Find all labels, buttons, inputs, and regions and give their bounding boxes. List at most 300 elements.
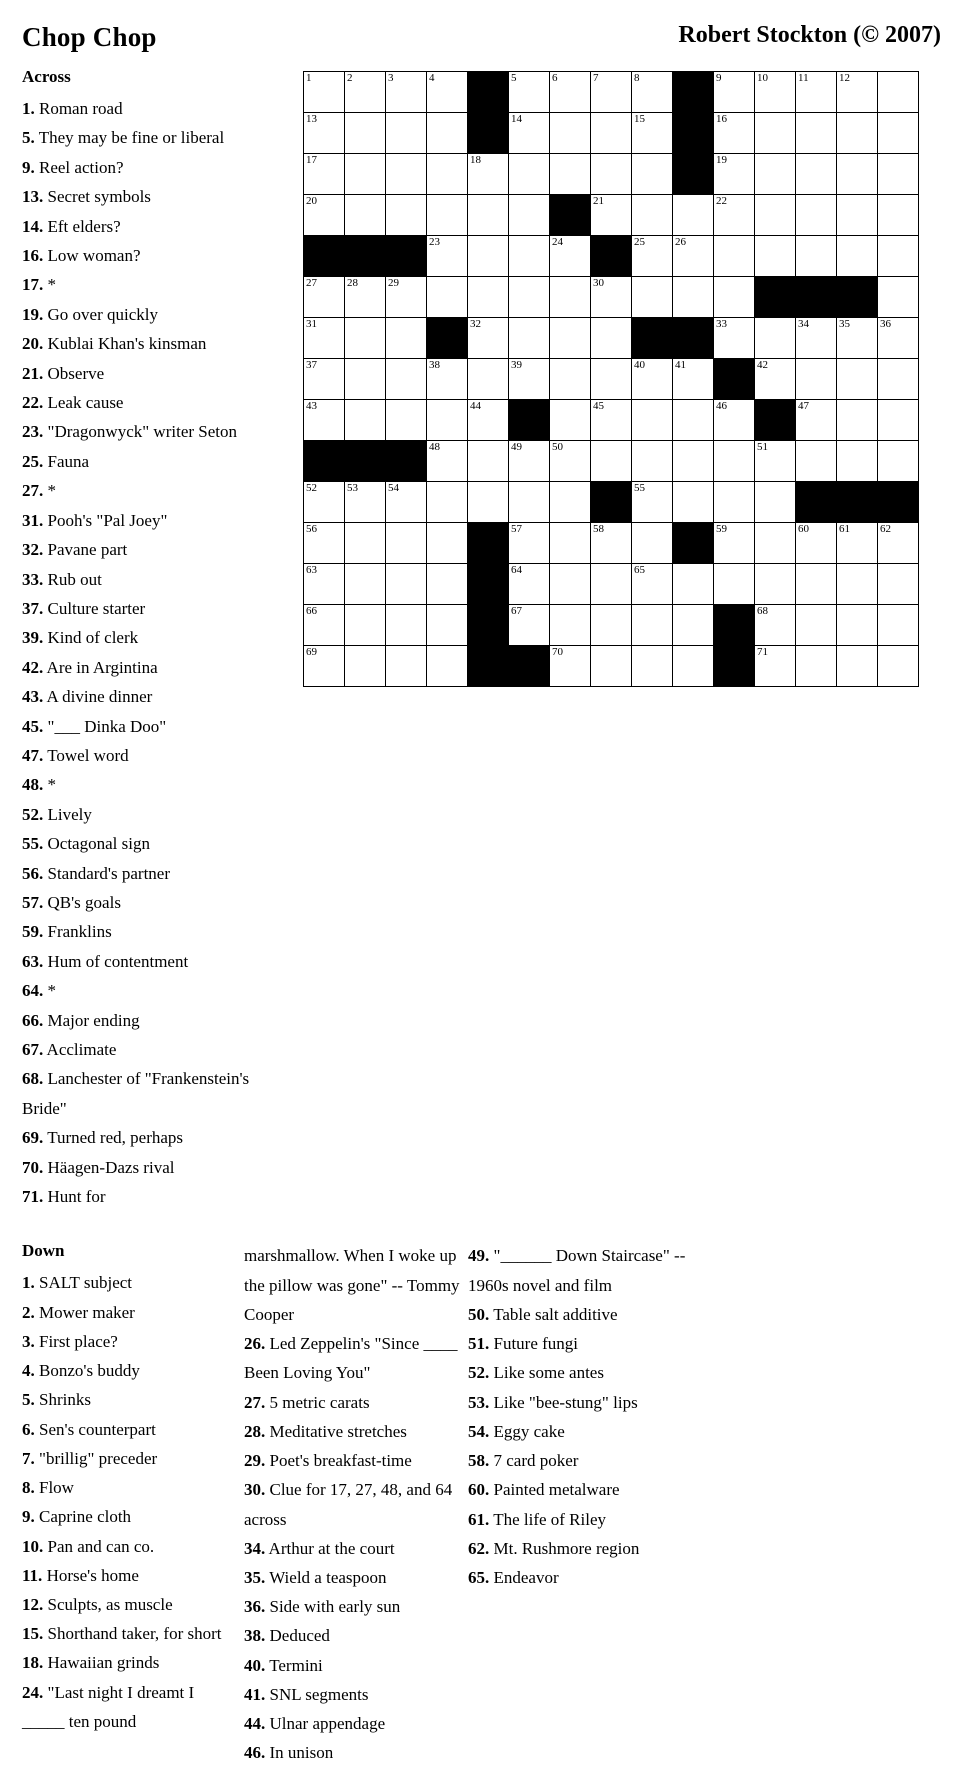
grid-cell[interactable] [304,523,345,564]
grid-cell[interactable] [304,113,345,154]
grid-cell[interactable] [878,523,919,564]
grid-cell[interactable] [550,236,591,277]
grid-row [304,72,919,113]
grid-cell[interactable] [427,400,468,441]
grid-cell-number: 19 [716,154,727,166]
grid-cell[interactable] [427,523,468,564]
grid-cell[interactable] [796,605,837,646]
grid-cell-block [550,195,591,236]
grid-cell[interactable] [632,236,673,277]
grid-cell[interactable] [468,195,509,236]
grid-row [304,195,919,236]
grid-cell[interactable] [796,441,837,482]
grid-cell[interactable] [796,400,837,441]
grid-cell[interactable] [632,482,673,523]
grid-cell[interactable] [427,441,468,482]
grid-cell[interactable] [878,564,919,605]
grid-cell[interactable] [386,523,427,564]
grid-cell[interactable] [714,195,755,236]
grid-cell[interactable] [632,277,673,318]
grid-cell[interactable] [386,113,427,154]
grid-cell-number: 5 [511,72,517,84]
grid-cell[interactable] [468,400,509,441]
grid-cell[interactable] [878,195,919,236]
page-title: Chop Chop [22,22,157,52]
grid-cell[interactable] [386,195,427,236]
clue-number: 35. [244,1568,266,1588]
grid-cell[interactable] [591,564,632,605]
grid-cell[interactable] [304,318,345,359]
grid-cell[interactable] [837,646,878,687]
grid-cell[interactable] [304,72,345,113]
grid-cell[interactable] [837,236,878,277]
grid-cell-block [468,72,509,113]
grid-cell-block [468,646,509,687]
grid-cell-number: 62 [880,523,891,535]
grid-cell[interactable] [714,277,755,318]
clue-item [244,1621,460,1650]
clue-number: 36. [244,1597,266,1617]
grid-cell[interactable] [796,523,837,564]
across-clues-column [0,67,300,1211]
grid-cell[interactable] [714,523,755,564]
grid-cell-number: 21 [593,195,604,207]
grid-cell[interactable] [304,195,345,236]
grid-cell[interactable] [755,646,796,687]
grid-cell-number: 64 [511,564,522,576]
grid-cell[interactable] [755,523,796,564]
grid-cell[interactable] [427,236,468,277]
grid-cell[interactable] [468,236,509,277]
grid-cell[interactable] [632,72,673,113]
clue-text: Poet's breakfast-time [265,1451,412,1471]
clue-number: 42. [22,657,44,677]
grid-cell[interactable] [714,441,755,482]
clue-number: 21. [22,363,44,383]
grid-cell[interactable] [714,482,755,523]
clue-item [22,623,292,652]
grid-cell[interactable] [591,72,632,113]
grid-cell[interactable] [632,359,673,400]
grid-cell[interactable] [632,400,673,441]
clue-number: 61. [468,1509,490,1529]
clue-item [22,329,292,358]
grid-cell-number: 28 [347,277,358,289]
grid-cell[interactable] [673,236,714,277]
grid-cell[interactable] [345,113,386,154]
clue-item [22,212,292,241]
grid-cell[interactable] [427,72,468,113]
grid-cell-number: 55 [634,482,645,494]
grid-cell[interactable] [796,236,837,277]
grid-cell-number: 33 [716,318,727,330]
clue-text: Reel action? [34,157,124,177]
clue-number: 1. [22,99,35,118]
grid-cell[interactable] [673,359,714,400]
grid-cell[interactable] [591,441,632,482]
grid-cell-block [468,523,509,564]
grid-cell[interactable] [468,318,509,359]
grid-cell[interactable] [304,605,345,646]
grid-cell-number: 57 [511,523,522,535]
grid-cell[interactable] [550,564,591,605]
grid-cell-number: 70 [552,646,563,658]
grid-cell[interactable] [714,154,755,195]
grid-cell[interactable] [345,318,386,359]
clue-item [244,1241,460,1329]
clue-number: 53. [468,1392,490,1412]
grid-cell[interactable] [550,72,591,113]
grid-cell[interactable] [550,605,591,646]
grid-cell[interactable] [509,195,550,236]
grid-cell[interactable] [304,277,345,318]
grid-cell[interactable] [755,236,796,277]
grid-cell[interactable] [509,564,550,605]
grid-cell[interactable] [837,523,878,564]
clue-number: 70. [22,1157,44,1177]
grid-cell[interactable] [427,646,468,687]
grid-cell[interactable] [796,113,837,154]
clue-text: "Last night I dreamt I _____ ten pound [22,1682,195,1731]
grid-cell[interactable] [878,400,919,441]
grid-cell[interactable] [304,400,345,441]
clue-number: 38. [244,1626,266,1646]
grid-cell-block [427,318,468,359]
grid-cell[interactable] [427,359,468,400]
grid-cell[interactable] [591,154,632,195]
grid-cell-block [468,113,509,154]
clue-text: Octagonal sign [43,834,150,854]
grid-cell[interactable] [837,605,878,646]
clue-text: SNL segments [265,1684,369,1704]
grid-cell[interactable] [509,482,550,523]
grid-cell-block [386,441,427,482]
grid-cell[interactable] [755,605,796,646]
grid-cell[interactable] [427,154,468,195]
grid-cell[interactable] [796,359,837,400]
grid-cell[interactable] [591,605,632,646]
grid-cell-number: 34 [798,318,809,330]
grid-cell[interactable] [714,318,755,359]
grid-cell-number: 23 [429,236,440,248]
grid-cell[interactable] [755,72,796,113]
grid-cell[interactable] [837,318,878,359]
clue-item [244,1680,460,1709]
grid-cell[interactable] [837,113,878,154]
crossword-grid-wrapper [300,67,919,687]
grid-cell-number: 52 [306,482,317,494]
grid-cell[interactable] [591,523,632,564]
clue-item [244,1709,460,1738]
grid-cell[interactable] [468,482,509,523]
grid-cell[interactable] [345,523,386,564]
grid-row [304,523,919,564]
grid-cell[interactable] [878,318,919,359]
clue-item [468,1505,708,1534]
grid-cell-block [714,646,755,687]
grid-cell[interactable] [550,113,591,154]
grid-cell[interactable] [878,72,919,113]
grid-cell[interactable] [509,236,550,277]
grid-cell[interactable] [427,277,468,318]
grid-cell[interactable] [591,646,632,687]
clue-item [468,1563,708,1592]
grid-cell-block [755,277,796,318]
clue-number: 2. [22,1302,35,1322]
grid-cell[interactable] [550,646,591,687]
grid-cell[interactable] [509,605,550,646]
grid-cell[interactable] [345,154,386,195]
clue-number: 39. [22,628,44,648]
grid-cell-block [345,441,386,482]
grid-cell[interactable] [632,646,673,687]
clue-number: 6. [22,1419,35,1439]
grid-cell-block [714,359,755,400]
grid-cell[interactable] [550,154,591,195]
grid-cell[interactable] [509,154,550,195]
grid-cell[interactable] [591,277,632,318]
grid-cell[interactable] [550,482,591,523]
grid-cell[interactable] [878,113,919,154]
clue-number: 3. [22,1331,35,1351]
grid-cell-number: 29 [388,277,399,289]
grid-cell[interactable] [673,400,714,441]
grid-cell[interactable] [878,646,919,687]
grid-cell[interactable] [509,359,550,400]
grid-cell[interactable] [345,605,386,646]
clue-number: 10. [22,1536,44,1556]
clue-number: 55. [22,834,44,854]
clue-number: 12. [22,1595,44,1615]
grid-cell[interactable] [509,441,550,482]
grid-cell[interactable] [632,113,673,154]
grid-cell-number: 4 [429,72,435,84]
grid-cell[interactable] [796,646,837,687]
clue-number: 32. [22,540,44,560]
grid-cell[interactable] [796,154,837,195]
grid-row [304,482,919,523]
clue-text: Led Zeppelin's "Since ____ Been Loving You" [244,1334,458,1383]
grid-cell[interactable] [386,359,427,400]
grid-cell-block [673,154,714,195]
grid-cell[interactable] [345,482,386,523]
clue-item [22,270,292,299]
grid-cell[interactable] [632,195,673,236]
grid-cell[interactable] [878,154,919,195]
grid-cell[interactable] [796,318,837,359]
grid-cell[interactable] [345,359,386,400]
grid-cell-number: 1 [306,72,312,84]
grid-cell[interactable] [755,318,796,359]
clue-text: Standard's partner [43,863,170,883]
clue-item [22,1678,236,1736]
grid-cell[interactable] [427,482,468,523]
grid-cell[interactable] [345,400,386,441]
grid-cell[interactable] [427,605,468,646]
author-credit: Robert Stockton (© 2007) [678,22,941,48]
grid-cell[interactable] [591,113,632,154]
grid-cell[interactable] [673,195,714,236]
crossword-grid[interactable] [303,71,919,687]
grid-cell[interactable] [837,441,878,482]
grid-cell[interactable] [673,564,714,605]
grid-cell[interactable] [837,72,878,113]
grid-cell[interactable] [755,564,796,605]
grid-cell[interactable] [796,195,837,236]
grid-cell[interactable] [345,646,386,687]
grid-cell[interactable] [591,318,632,359]
clue-text: Ulnar appendage [265,1714,386,1734]
grid-cell[interactable] [550,523,591,564]
grid-cell[interactable] [673,482,714,523]
grid-cell[interactable] [304,646,345,687]
clue-text: They may be fine or liberal [34,128,225,148]
grid-cell[interactable] [509,72,550,113]
grid-cell[interactable] [509,277,550,318]
grid-cell[interactable] [755,113,796,154]
grid-cell[interactable] [591,359,632,400]
clue-text: Acclimate [43,1040,117,1059]
grid-cell[interactable] [755,154,796,195]
grid-cell-block [878,482,919,523]
grid-row [304,277,919,318]
grid-cell[interactable] [550,441,591,482]
grid-cell[interactable] [427,564,468,605]
grid-cell[interactable] [468,154,509,195]
grid-cell[interactable] [386,154,427,195]
grid-cell[interactable] [550,359,591,400]
grid-cell[interactable] [345,72,386,113]
grid-cell[interactable] [345,564,386,605]
grid-cell[interactable] [878,359,919,400]
grid-cell[interactable] [386,482,427,523]
grid-cell[interactable] [714,72,755,113]
grid-cell[interactable] [345,195,386,236]
grid-cell[interactable] [468,359,509,400]
grid-cell[interactable] [591,195,632,236]
clue-number: 52. [468,1363,490,1383]
grid-cell-number: 7 [593,72,599,84]
clue-item [22,917,292,946]
grid-cell[interactable] [550,277,591,318]
grid-cell[interactable] [878,605,919,646]
grid-cell[interactable] [304,359,345,400]
grid-cell[interactable] [632,605,673,646]
grid-row [304,441,919,482]
grid-cell[interactable] [509,113,550,154]
grid-cell[interactable] [386,277,427,318]
clue-text: Like some antes [489,1363,604,1383]
grid-cell[interactable] [714,236,755,277]
clue-item [468,1329,708,1358]
grid-cell[interactable] [755,195,796,236]
clue-number: 24. [22,1682,44,1702]
grid-cell[interactable] [632,154,673,195]
grid-cell[interactable] [714,400,755,441]
clue-number: 50. [468,1304,490,1324]
clue-item [468,1388,708,1417]
down-clue-list-3 [468,1241,708,1592]
grid-cell[interactable] [632,564,673,605]
grid-cell-number: 17 [306,154,317,166]
grid-cell[interactable] [673,646,714,687]
clue-text: First place? [34,1331,118,1351]
grid-cell[interactable] [755,359,796,400]
grid-cell[interactable] [755,482,796,523]
clue-text: Painted metalware [489,1480,620,1500]
grid-cell[interactable] [304,564,345,605]
clue-text: Termini [265,1655,323,1675]
grid-cell[interactable] [345,277,386,318]
clue-number: 45. [22,716,44,736]
grid-cell[interactable] [632,523,673,564]
grid-cell[interactable] [386,318,427,359]
grid-cell[interactable] [837,359,878,400]
clue-number: 9. [22,1507,35,1527]
clue-item [22,1006,292,1035]
grid-cell[interactable] [591,400,632,441]
grid-cell[interactable] [796,72,837,113]
grid-cell-number: 13 [306,113,317,125]
clue-text: marshmallow. When I woke up the pillow was gone" -- Tommy Cooper [244,1246,460,1324]
grid-cell[interactable] [427,113,468,154]
grid-cell[interactable] [304,154,345,195]
grid-cell[interactable] [837,400,878,441]
clue-text: Lanchester of "Frankenstein's Bride" [22,1069,250,1118]
clue-text: Side with early sun [265,1597,401,1617]
grid-cell[interactable] [550,400,591,441]
grid-cell[interactable] [427,195,468,236]
grid-cell-number: 37 [306,359,317,371]
grid-cell[interactable] [714,113,755,154]
grid-cell[interactable] [509,318,550,359]
grid-cell[interactable] [304,482,345,523]
grid-cell[interactable] [468,277,509,318]
grid-cell[interactable] [386,564,427,605]
grid-cell[interactable] [714,564,755,605]
grid-cell-number: 36 [880,318,891,330]
grid-cell-number: 44 [470,400,481,412]
grid-cell[interactable] [386,605,427,646]
grid-cell[interactable] [837,195,878,236]
clue-text: A divine dinner [43,687,153,707]
grid-cell[interactable] [878,236,919,277]
clue-text: Arthur at the court [265,1538,395,1558]
grid-cell[interactable] [386,400,427,441]
grid-cell[interactable] [673,605,714,646]
clue-text: "Dragonwyck" writer Seton [43,422,237,442]
across-clue-list [22,94,292,1211]
grid-cell[interactable] [632,441,673,482]
grid-cell[interactable] [878,441,919,482]
clue-text: Shorthand taker, for short [43,1624,222,1644]
grid-cell-block [509,646,550,687]
grid-cell[interactable] [837,564,878,605]
clue-text: Eft elders? [43,216,121,236]
grid-cell[interactable] [673,277,714,318]
grid-cell[interactable] [509,523,550,564]
grid-cell[interactable] [550,318,591,359]
grid-cell[interactable] [878,277,919,318]
grid-cell[interactable] [386,646,427,687]
grid-cell[interactable] [837,154,878,195]
grid-cell[interactable] [755,441,796,482]
clue-text: 5 metric carats [265,1392,370,1412]
grid-cell[interactable] [468,441,509,482]
grid-cell[interactable] [386,72,427,113]
grid-cell[interactable] [796,564,837,605]
grid-cell[interactable] [673,441,714,482]
